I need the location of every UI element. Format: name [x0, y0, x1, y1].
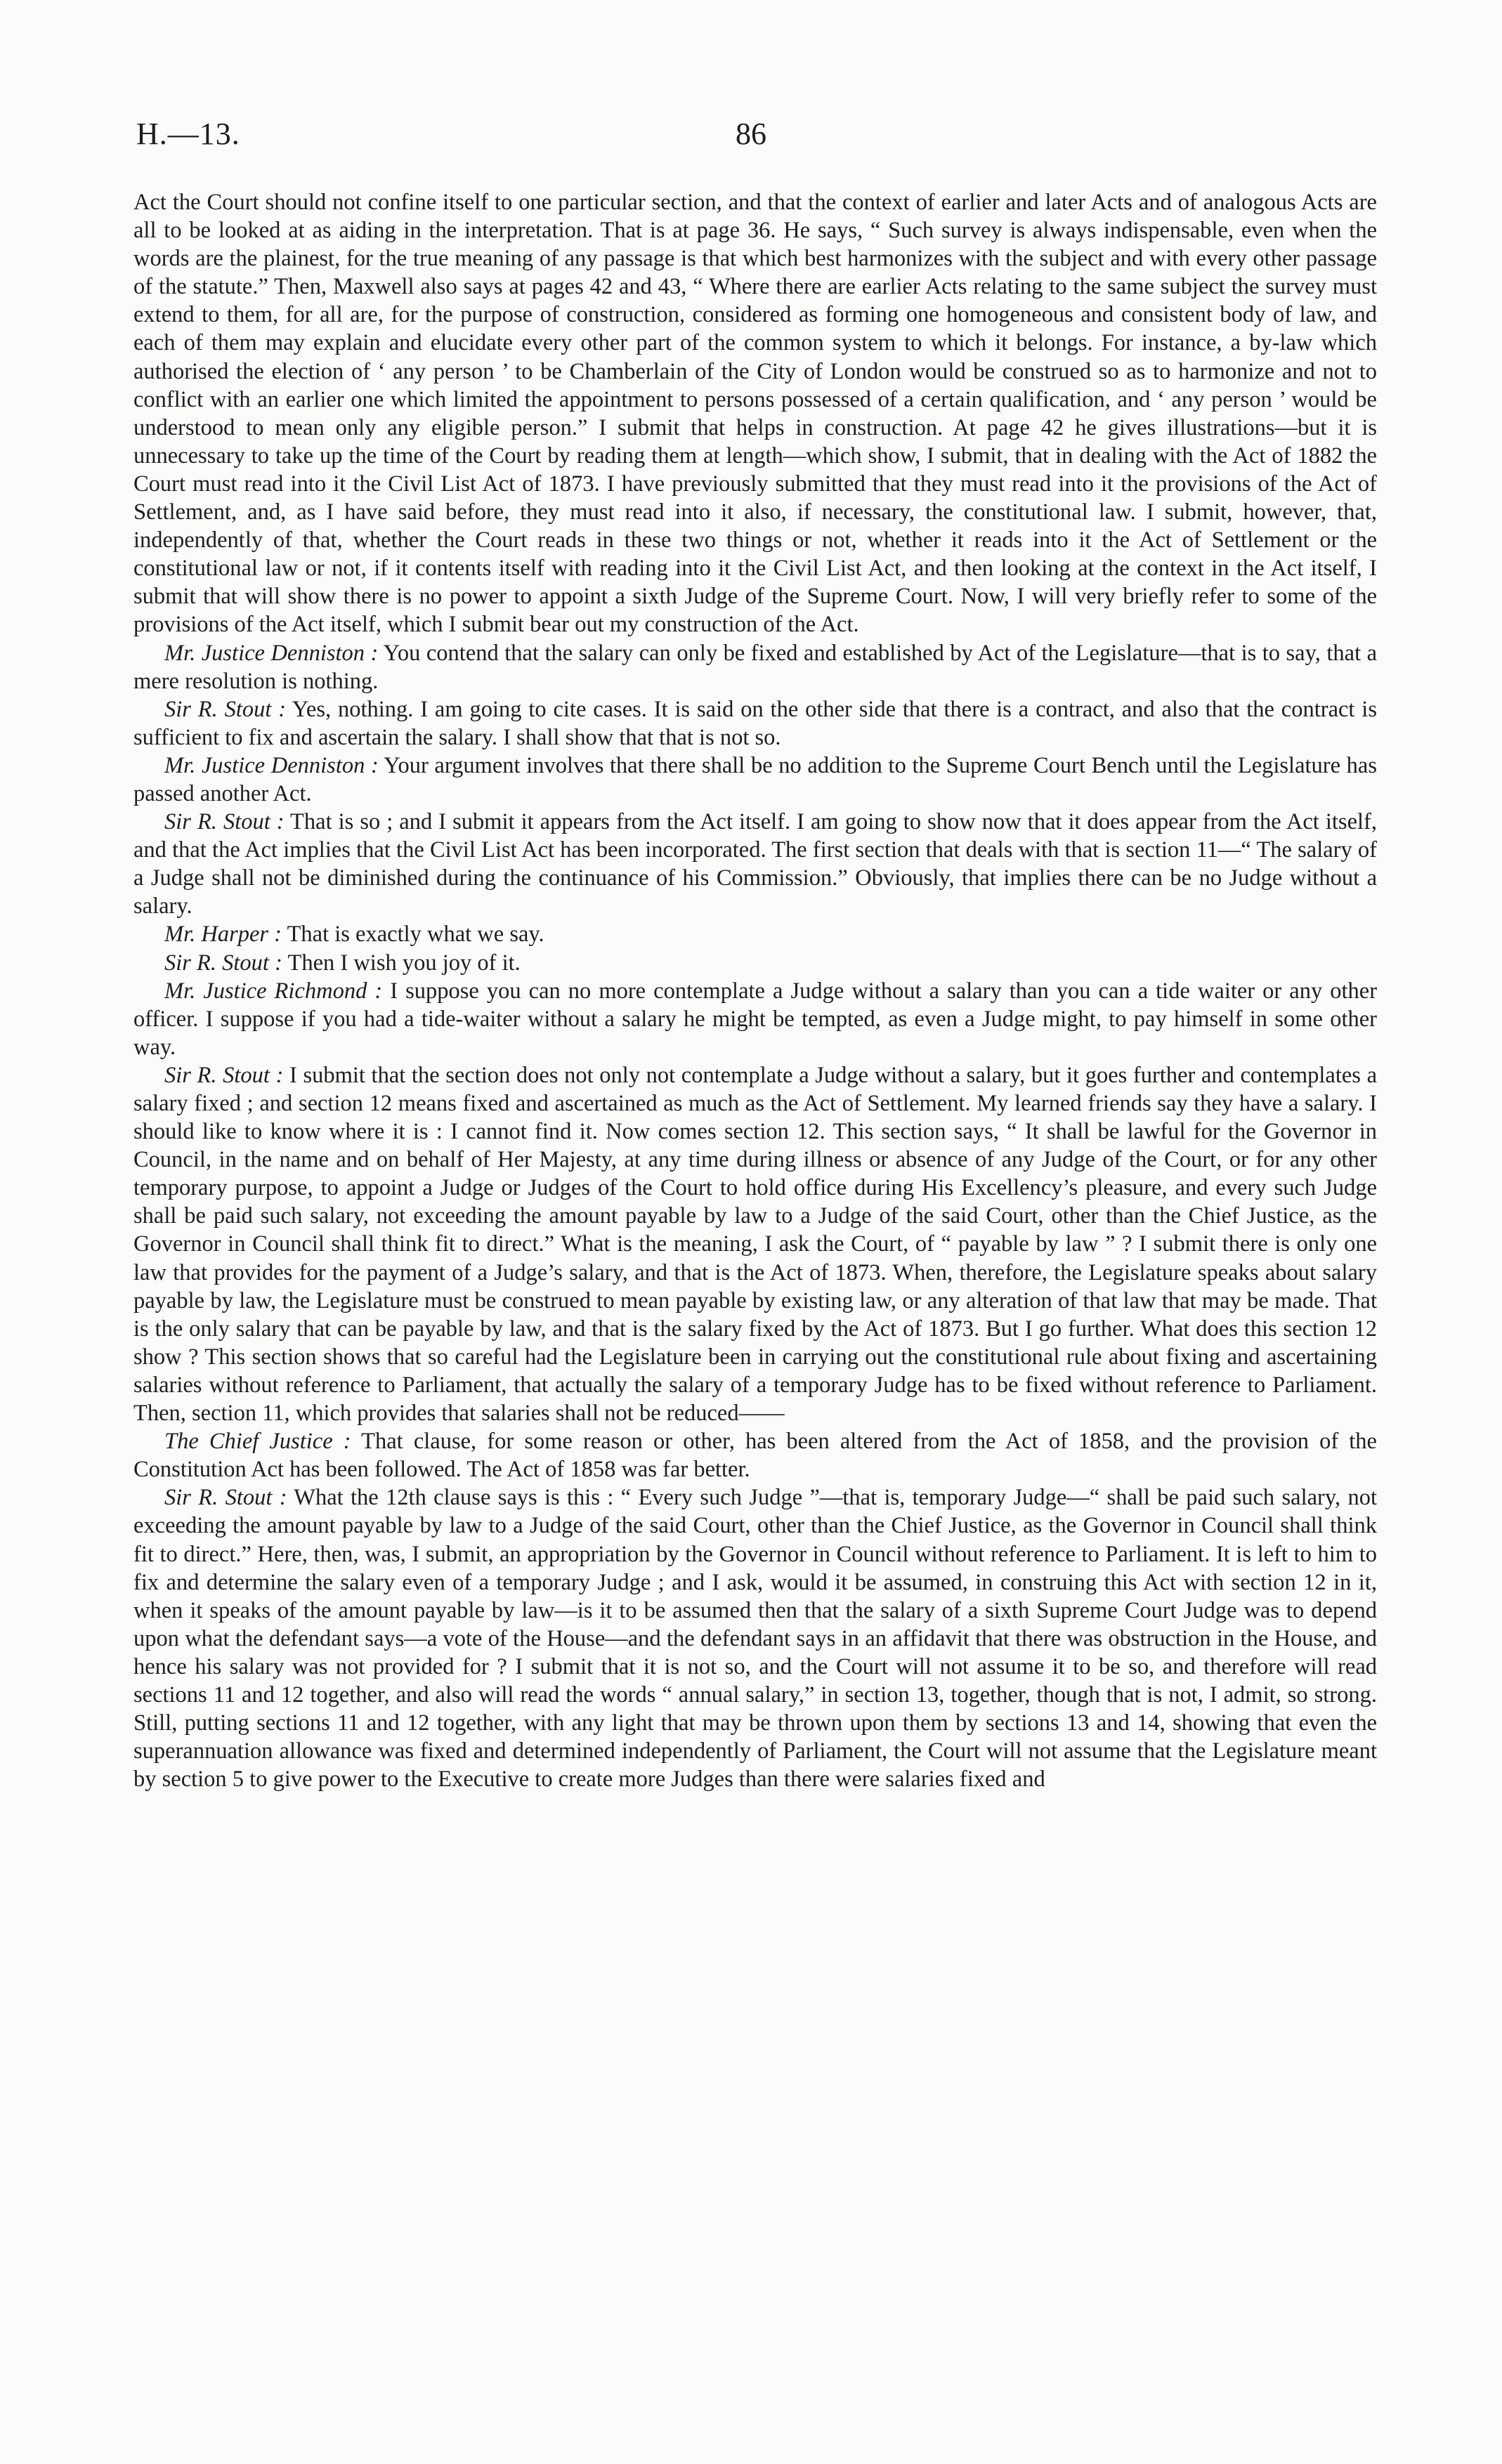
document-reference: H.—13. [136, 117, 240, 151]
speaker-name: Mr. Justice Denniston : [164, 640, 379, 666]
paragraph-text: I suppose you can no more contemplate a Judge without a salary than you can a tide waiter or any other officer. I suppose if you had a tide-waiter without a salary he might be tempted, as even a Judge might, to pay himself in some other way. [133, 978, 1378, 1060]
speaker-name: Mr. Justice Denniston : [164, 752, 379, 778]
paragraph [133, 808, 1377, 920]
paragraph-text: That is so ; and I submit it appears from the Act itself. I am going to show now that it does appear from the Act itself, and that the Act implies that the Civil List Act has been incorporated. The first section that deals with that is section 11—“ The salary of a Judge shall not be diminished during the continuance of his Commission.” Obviously, that implies there can be no Judge without a salary. [133, 809, 1377, 919]
paragraph [133, 188, 1377, 639]
paragraph-text: Yes, nothing. I am going to cite cases. It is said on the other side that there is a contract, and also that the contract is sufficient to fix and ascertain the salary. I shall show that that is not so. [133, 696, 1377, 750]
document-body [133, 188, 1377, 1793]
paragraph [133, 639, 1377, 695]
paragraph-text: I submit that the section does not only not contemplate a Judge without a salary, but it goes further and contemplates a salary fixed ; and section 12 means fixed and ascertained as much as the Act of Settlement. My learned friends say they have a salary. I should like to know where it is : I cannot find it. Now comes section 12. This section says, “ It shall be lawful for the Governor in Council, in the name and on behalf of Her Majesty, at any time during illness or absence of any Judge of the Court, or for any other temporary purpose, to appoint a Judge or Judges of the Court to hold office during His Excellency’s pleasure, and every such Judge shall be paid such salary, not exceeding the amount payable by law to a Judge of the said Court, other than the Chief Justice, as the Governor in Council shall think fit to direct.” What is the meaning, I ask the Court, of “ payable by law ” ? I submit there is only one law that provides for the payment of a Judge’s salary, and that is the Act of 1873. When, therefore, the Legislature speaks about salary payable by law, the Legislature must be construed to mean payable by existing law, or any alteration of that law that may be made. That is the only salary that can be payable by law, and that is the salary fixed by the Act of 1873. But I go further. What does this section 12 show ? This section shows that so careful had the Legislature been in carrying out the constitutional rule about fixing and ascertaining salaries without reference to Parliament, that actually the salary of a temporary Judge has to be fixed without reference to Parliament. Then, section 11, which provides that salaries shall not be reduced—— [133, 1062, 1378, 1427]
paragraph-text: What the 12th clause says is this : “ Every such Judge ”—that is, temporary Judge—“ shall be paid such salary, not exceeding the amount payable by law to a Judge of the said Court, other than the Chief Justice, as the Governor in Council shall think fit to direct.” Here, then, was, I submit, an appropriation by the Governor in Council without reference to Parliament. It is left to him to fix and determine the salary even of a temporary Judge ; and I ask, would it be assumed, in construing this Act with section 12 in it, when it speaks of the amount payable by law—is it to be assumed then that the salary of a sixth Supreme Court Judge was to depend upon what the defendant says—a vote of the House—and the defendant says in an affidavit that there was obstruction in the House, and hence his salary was not provided for ? I submit that it is not so, and the Court will not assume it to be so, and therefore will read sections 11 and 12 together, and also will read the words “ annual salary,” in section 13, together, though that is not, I admit, so strong. Still, putting sections 11 and 12 together, with any light that may be thrown upon them by sections 13 and 14, showing that even the superannuation allowance was fixed and determined independently of Parliament, the Court will not assume that the Legislature meant by section 5 to give power to the Executive to create more Judges than there were salaries fixed and [133, 1485, 1377, 1793]
paragraph-text: You contend that the salary can only be fixed and established by Act of the Legislature—that is to say, that a mere resolution is nothing. [133, 640, 1378, 694]
speaker-name: The Chief Justice : [164, 1429, 351, 1455]
page-header [129, 116, 1373, 165]
paragraph [133, 1427, 1377, 1483]
speaker-name: Mr. Harper : [164, 922, 282, 948]
paragraph [133, 920, 1377, 948]
page-number: 86 [736, 117, 766, 151]
paragraph [133, 1483, 1377, 1793]
speaker-name: Sir R. Stout : [164, 1062, 284, 1088]
paragraph [133, 695, 1377, 752]
paragraph [133, 752, 1377, 808]
paragraph [133, 977, 1377, 1061]
speaker-name: Sir R. Stout : [164, 950, 282, 976]
paragraph-text: Your argument involves that there shall be no addition to the Supreme Court Bench until the Legislature has passed another Act. [133, 752, 1377, 806]
speaker-name: Sir R. Stout : [164, 809, 285, 835]
speaker-name: Mr. Justice Richmond : [164, 978, 383, 1004]
paragraph-text: Then I wish you joy of it. [287, 950, 521, 976]
paragraph-text: Act the Court should not confine itself to one particular section, and that the context of earlier and later Acts and of analogous Acts are all to be looked at as aiding in the interpretation. That is at page 36. He says, “ Such survey is always indispensable, even when the words are the plainest, for the true meaning of any passage is that which best harmonizes with the subject and with every other passage of the statute.” Then, Maxwell also says at pages 42 and 43, “ Where there are earlier Acts relating to the same subject the survey must extend to them, for all are, for the purpose of construction, considered as forming one homogeneous and consistent body of law, and each of them may explain and elucidate every other part of the common system to which it belongs. For instance, a by-law which authorised the election of ‘ any person ’ to be Chamberlain of the City of London would be construed so as to harmonize and not to conflict with an earlier one which limited the appointment to persons possessed of a certain qualification, and ‘ any person ’ would be understood to mean only any eligible person.” I submit that helps in construction. At page 42 he gives illustrations—but it is unnecessary to take up the time of the Court by reading them at length—which show, I submit, that in dealing with the Act of 1882 the Court must read into it the Civil List Act of 1873. I have previously submitted that they must read into it the provisions of the Act of Settlement, and, as I have said before, they must read into it also, if necessary, the constitutional law. I submit, however, that, independently of that, whether the Court reads in these two things or not, whether it reads into it the Act of Settlement or the constitutional law or not, if it contents itself with reading into it the Civil List Act, and then looking at the context in the Act itself, I submit that will show there is no power to appoint a sixth Judge of the Supreme Court. Now, I will very briefly refer to some of the provisions of the Act itself, which I submit bear out my construction of the Act. [133, 190, 1377, 638]
paragraph-text: That clause, for some reason or other, has been altered from the Act of 1858, and the provision of the Constitution Act has been followed. The Act of 1858 was far better. [133, 1429, 1377, 1483]
paragraph [133, 949, 1377, 977]
paragraph [133, 1061, 1377, 1427]
speaker-name: Sir R. Stout : [164, 696, 287, 722]
paragraph-text: That is exactly what we say. [287, 922, 544, 948]
speaker-name: Sir R. Stout : [164, 1485, 287, 1511]
